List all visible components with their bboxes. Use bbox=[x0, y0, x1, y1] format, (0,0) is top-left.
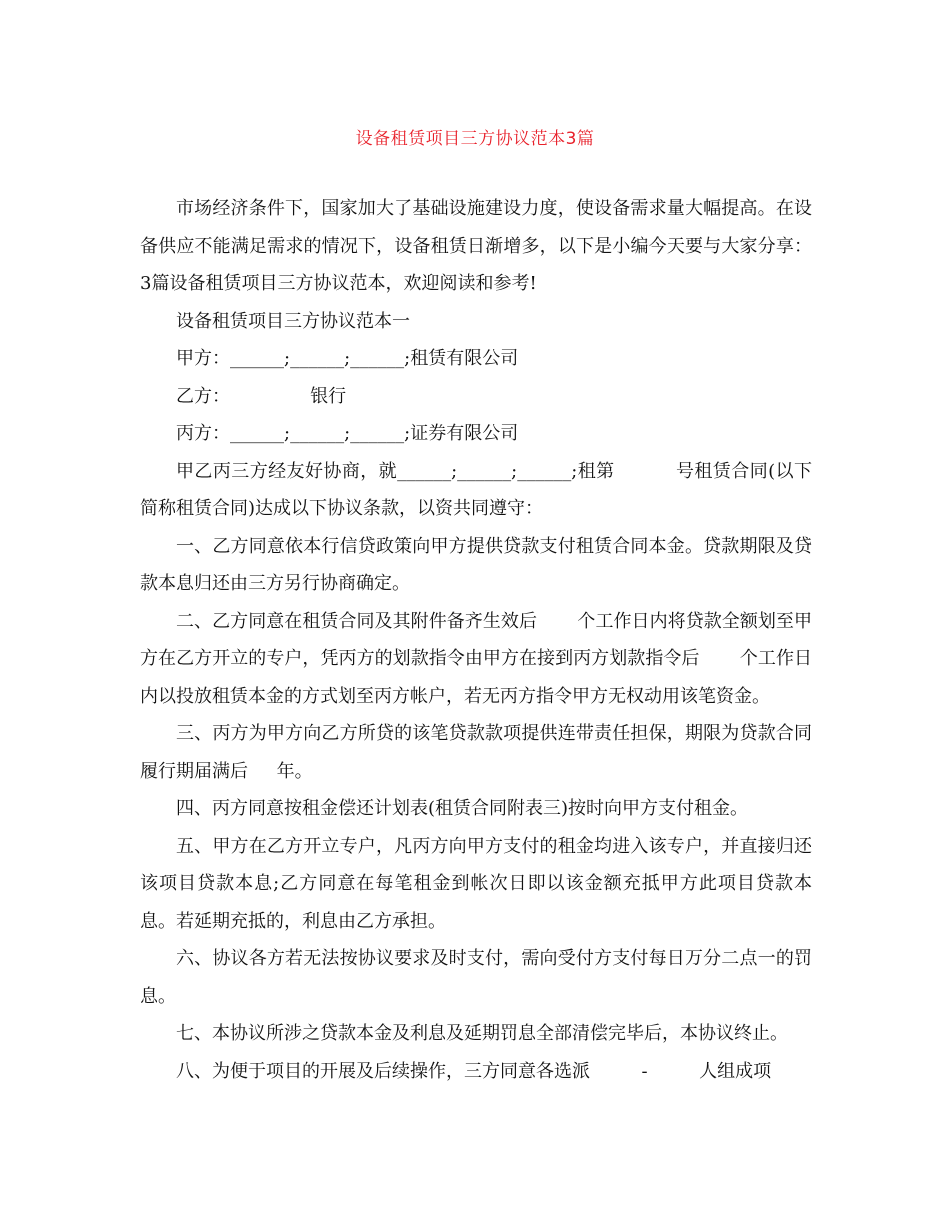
document-title: 设备租赁项目三方协议范本3篇 bbox=[355, 129, 595, 149]
document-body bbox=[140, 190, 812, 1090]
party-b-line: 乙方： 银行 bbox=[176, 385, 347, 407]
clause-8: 八、为便于项目的开展及后续操作，三方同意各选派 - 人组成项 bbox=[176, 1060, 772, 1082]
clause-6: 六、协议各方若无法按协议要求及时支付，需向受付方支付每日万分二点一的罚息。 bbox=[140, 948, 812, 1007]
party-c-line: 丙方：______;______;______;证券有限公司 bbox=[176, 423, 519, 444]
preamble-paragraph: 甲乙丙三方经友好协商，就______;______;______;租第 号租赁合同(以下简称租赁合同)达成以下协议条款，以资共同遵守： bbox=[140, 460, 812, 519]
clause-7: 七、本协议所涉之贷款本金及利息及延期罚息全部清偿完毕后，本协议终止。 bbox=[176, 1023, 788, 1044]
clause-4: 四、丙方同意按租金偿还计划表(租赁合同附表三)按时向甲方支付租金。 bbox=[176, 798, 749, 819]
clause-2: 二、乙方同意在租赁合同及其附件备齐生效后 个工作日内将贷款全额划至甲方在乙方开立的专户，凭丙方的划款指令由甲方在接到丙方划款指令后 个工作日内以投放租赁本金的方式划至丙方帐户，若无丙方指令甲方无权动用该笔资金。 bbox=[140, 610, 812, 707]
clause-5: 五、甲方在乙方开立专户，凡丙方向甲方支付的租金均进入该专户，并直接归还该项目贷款本息;乙方同意在每笔租金到帐次日即以该金额充抵甲方此项目贷款本息。若延期充抵的，利息由乙方承担。 bbox=[140, 835, 812, 932]
party-a-line: 甲方：______;______;______;租赁有限公司 bbox=[176, 348, 519, 369]
intro-paragraph: 市场经济条件下，国家加大了基础设施建设力度，使设备需求量大幅提高。在设备供应不能满足需求的情况下，设备租赁日渐增多，以下是小编今天要与大家分享：3篇设备租赁项目三方协议范本，欢迎阅读和参考! bbox=[140, 198, 812, 294]
clause-1: 一、乙方同意依本行信贷政策向甲方提供贷款支付租赁合同本金。贷款期限及贷款本息归还由三方另行协商确定。 bbox=[140, 535, 812, 594]
clause-3: 三、丙方为甲方向乙方所贷的该笔贷款款项提供连带责任担保，期限为贷款合同履行期届满后 年。 bbox=[140, 723, 812, 782]
agreement-subtitle: 设备租赁项目三方协议范本一 bbox=[176, 310, 410, 332]
